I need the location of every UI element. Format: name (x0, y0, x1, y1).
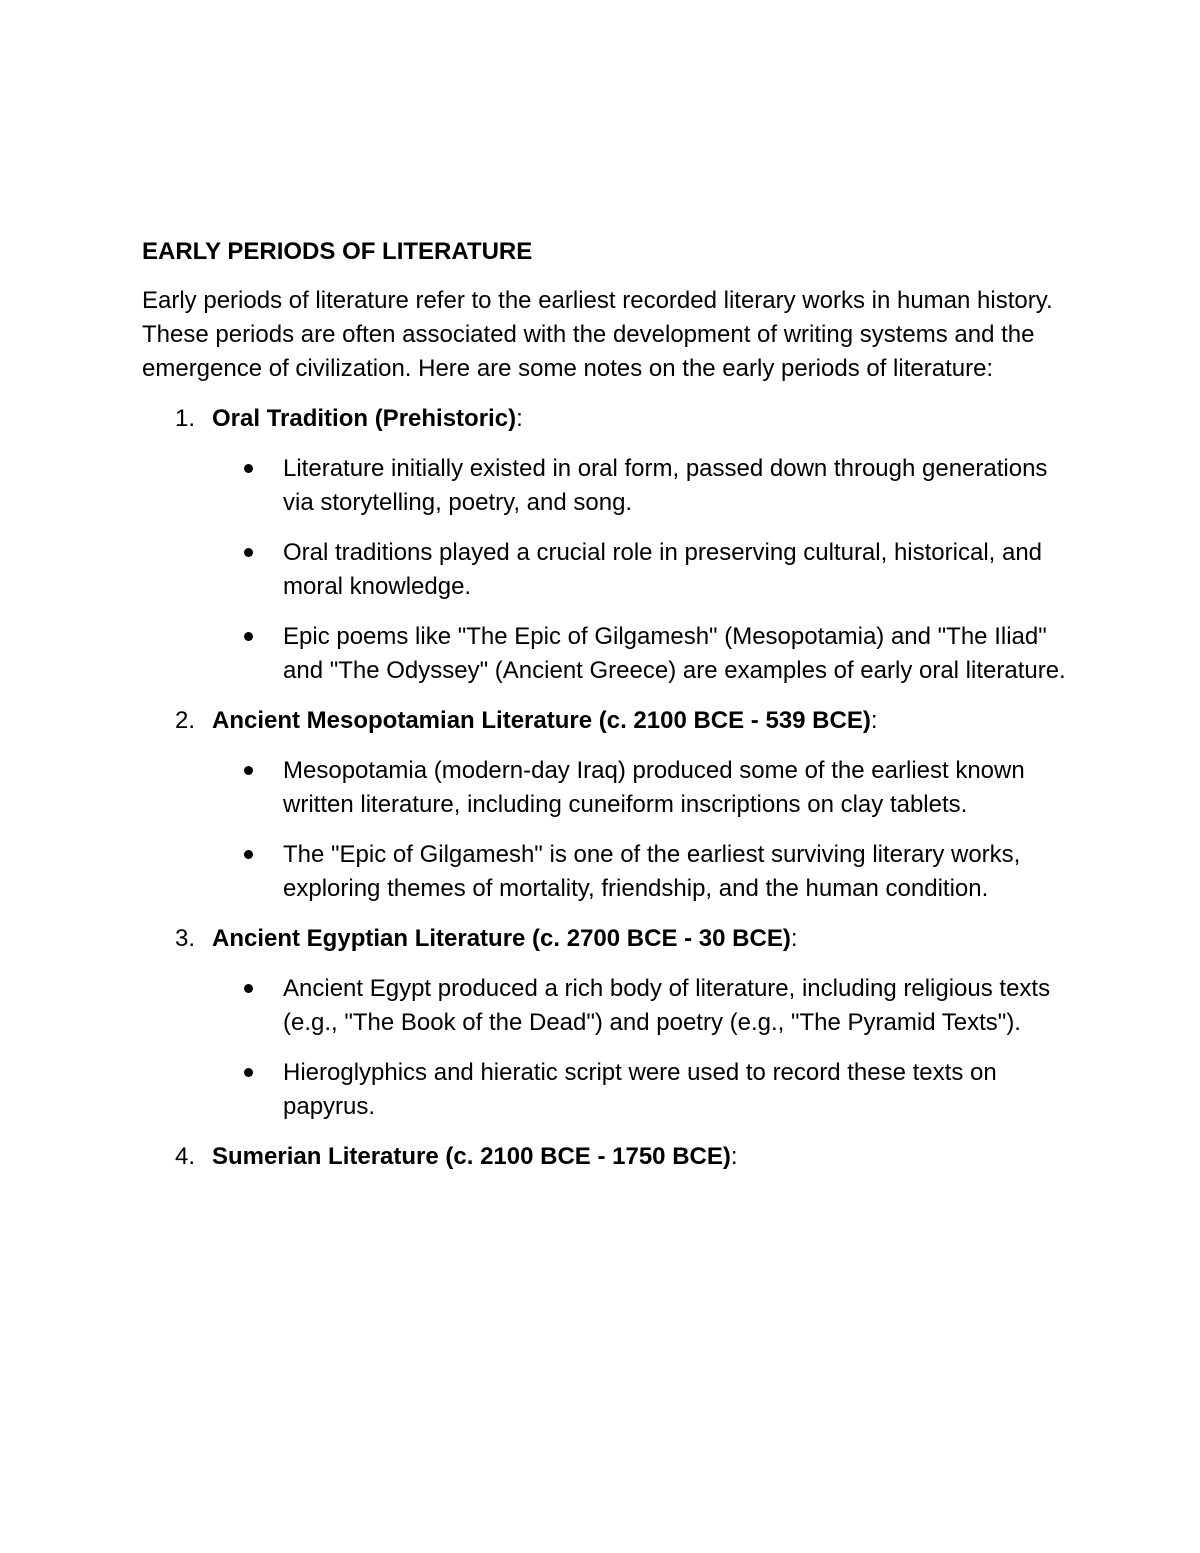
bullet-list-1 (142, 452, 1072, 688)
bullet-icon (244, 984, 253, 993)
bullet-text: Mesopotamia (modern-day Iraq) produced some of the earliest known written literature, including cuneiform inscriptions on clay tablets. (283, 757, 1025, 818)
section-title: Ancient Egyptian Literature (c. 2700 BCE - 30 BCE) (212, 925, 791, 952)
bullet-icon (244, 632, 253, 641)
bullet-text: Hieroglyphics and hieratic script were used to record these texts on papyrus. (283, 1059, 997, 1120)
bullet-icon (244, 1068, 253, 1077)
intro-paragraph: Early periods of literature refer to the earliest recorded literary works in human history. These periods are often associated with the development of writing systems and the emergence of civilization. Here are some notes on the early periods of literature: (142, 287, 1053, 382)
bullet-text: The "Epic of Gilgamesh" is one of the earliest surviving literary works, exploring themes of mortality, friendship, and the human condition. (283, 841, 1021, 902)
bullet-text: Epic poems like "The Epic of Gilgamesh" (Mesopotamia) and "The Iliad" and "The Odyssey" (Ancient Greece) are examples of early oral literature. (283, 623, 1066, 684)
bullet-icon (244, 850, 253, 859)
list-item (142, 536, 1072, 604)
section-number: 4. (175, 1143, 196, 1170)
bullet-list-2 (142, 754, 1072, 906)
section-suffix: : (730, 1143, 738, 1170)
bullet-icon (244, 766, 253, 775)
section-suffix: : (790, 925, 798, 952)
list-item (142, 452, 1072, 520)
document-page (142, 236, 1072, 1190)
section-number: 3. (175, 925, 196, 952)
section-heading-4 (142, 1140, 1072, 1174)
bullet-text: Literature initially existed in oral form, passed down through generations via storytelling, poetry, and song. (283, 455, 1048, 516)
list-item (142, 620, 1072, 688)
bullet-icon (244, 548, 253, 557)
bullet-list-3 (142, 972, 1072, 1124)
section-suffix: : (870, 707, 878, 734)
section-heading-2 (142, 704, 1072, 738)
list-item (142, 972, 1072, 1040)
section-title: Ancient Mesopotamian Literature (c. 2100 BCE - 539 BCE) (212, 707, 871, 734)
document-title: EARLY PERIODS OF LITERATURE (142, 238, 533, 265)
bullet-text: Ancient Egypt produced a rich body of literature, including religious texts (e.g., "The Book of the Dead") and poetry (e.g., "The Pyramid Texts"). (283, 975, 1051, 1036)
list-item (142, 754, 1072, 822)
section-title: Sumerian Literature (c. 2100 BCE - 1750 BCE) (212, 1143, 731, 1170)
section-heading-3 (142, 922, 1072, 956)
section-title: Oral Tradition (Prehistoric) (212, 405, 517, 432)
bullet-icon (244, 464, 253, 473)
section-number: 2. (175, 707, 196, 734)
list-item (142, 838, 1072, 906)
bullet-text: Oral traditions played a crucial role in preserving cultural, historical, and moral knowledge. (283, 539, 1043, 600)
section-heading-1 (142, 402, 1072, 436)
section-suffix: : (516, 405, 523, 432)
section-number: 1. (175, 405, 196, 432)
list-item (142, 1056, 1072, 1124)
